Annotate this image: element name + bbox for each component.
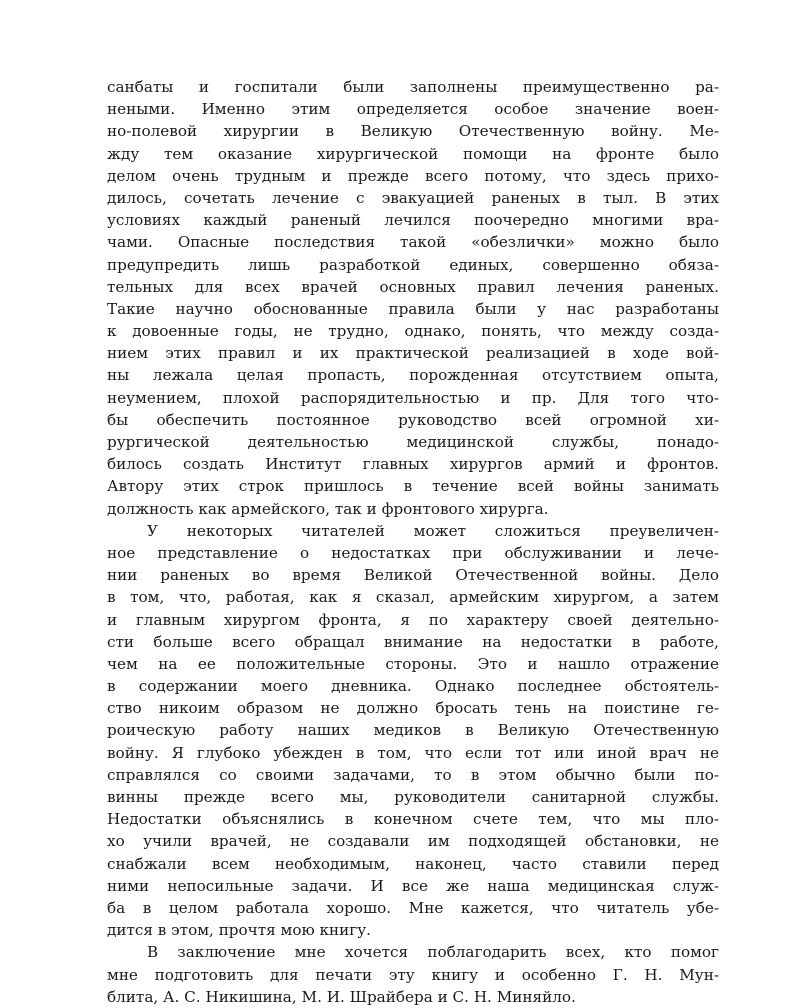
text-line: билось создать Институт главных хирургов армий и фронтов. [107, 455, 719, 474]
text-line: чем на ее положительные стороны. Это и нашло отражение [107, 654, 719, 673]
text-line: войну. Я глубоко убежден в том, что если тот или иной врач не [107, 743, 719, 762]
text-line: роическую работу наших медиков в Великую Отечественную [107, 721, 719, 740]
text-line: Автору этих строк пришлось в течение всей войны занимать [107, 477, 719, 496]
paragraph [107, 76, 719, 520]
text-line: хо учили врачей, не создавали им подходящей обстановки, не [107, 832, 719, 851]
text-line: неумением, плохой распорядительностью и пр. Для того что- [107, 388, 719, 407]
text-line: Недостатки объяснялись в конечном счете тем, что мы пло- [107, 810, 719, 829]
text-line: неными. Именно этим определяется особое значение воен- [107, 100, 719, 119]
text-line: винны прежде всего мы, руководители санитарной службы. [107, 788, 719, 806]
paragraph [107, 520, 719, 942]
text-line: предупредить лишь разработкой единых, совершенно обяза- [107, 255, 719, 274]
text-line: условиях каждый раненый лечился поочередно многими вра- [107, 211, 719, 230]
text-line: У некоторых читателей может сложиться преувеличен- [147, 521, 719, 540]
text-line: рургической деятельностью медицинской службы, понадо- [107, 433, 719, 451]
text-line: блита, А. С. Никишина, М. И. Шрайбера и С. Н. Миняйло. [107, 987, 576, 1006]
text-line: санбаты и госпитали были заполнены преимущественно ра- [107, 78, 719, 96]
text-line: но-полевой хирургии в Великую Отечественную войну. Ме- [107, 122, 719, 141]
text-line: ними непосильные задачи. И все же наша медицинская служ- [107, 876, 719, 895]
text-line: снабжали всем необходимым, наконец, часто ставили перед [107, 854, 719, 873]
text-line: ба в целом работала хорошо. Мне кажется, что читатель убе- [107, 898, 719, 917]
text-line: дилось, сочетать лечение с эвакуацией раненых в тыл. В этих [107, 188, 719, 207]
text-line: В заключение мне хочется поблагодарить всех, кто помог [147, 943, 719, 962]
text-line: нии раненых во время Великой Отечественной войны. Дело [107, 566, 719, 585]
text-line: ное представление о недостатках при обслуживании и лече- [107, 543, 719, 562]
text-line: тельных для всех врачей основных правил лечения раненых. [107, 277, 719, 296]
text-line: дится в этом, прочтя мою книгу. [107, 921, 371, 940]
text-line: ны лежала целая пропасть, порожденная отсутствием опыта, [107, 366, 719, 385]
text-line: мне подготовить для печати эту книгу и особенно Г. Н. Мун- [107, 965, 719, 984]
text-line: бы обеспечить постоянное руководство всей огромной хи- [107, 410, 719, 429]
text-line: сти больше всего обращал внимание на недостатки в работе, [107, 632, 719, 651]
text-line: жду тем оказание хирургической помощи на фронте было [107, 144, 719, 163]
text-line: в содержании моего дневника. Однако последнее обстоятель- [107, 677, 719, 696]
text-line: ство никоим образом не должно бросать тень на поистине ге- [107, 699, 719, 718]
text-line: в том, что, работая, как я сказал, армейским хирургом, а затем [107, 588, 719, 607]
text-line: Такие научно обоснованные правила были у нас разработаны [107, 299, 719, 318]
text-line: справлялся со своими задачами, то в этом обычно были по- [107, 765, 719, 784]
text-line: делом очень трудным и прежде всего потому, что здесь прихо- [107, 166, 719, 185]
text-line: чами. Опасные последствия такой «обезлички» можно было [107, 233, 719, 252]
text-body [107, 76, 719, 1008]
text-line: нием этих правил и их практической реализацией в ходе вой- [107, 344, 719, 363]
text-line: должность как армейского, так и фронтового хирурга. [107, 499, 549, 518]
paragraph [107, 941, 719, 1008]
text-line: и главным хирургом фронта, я по характеру своей деятельно- [107, 610, 719, 629]
text-line: к довоенные годы, не трудно, однако, понять, что между созда- [107, 322, 719, 341]
